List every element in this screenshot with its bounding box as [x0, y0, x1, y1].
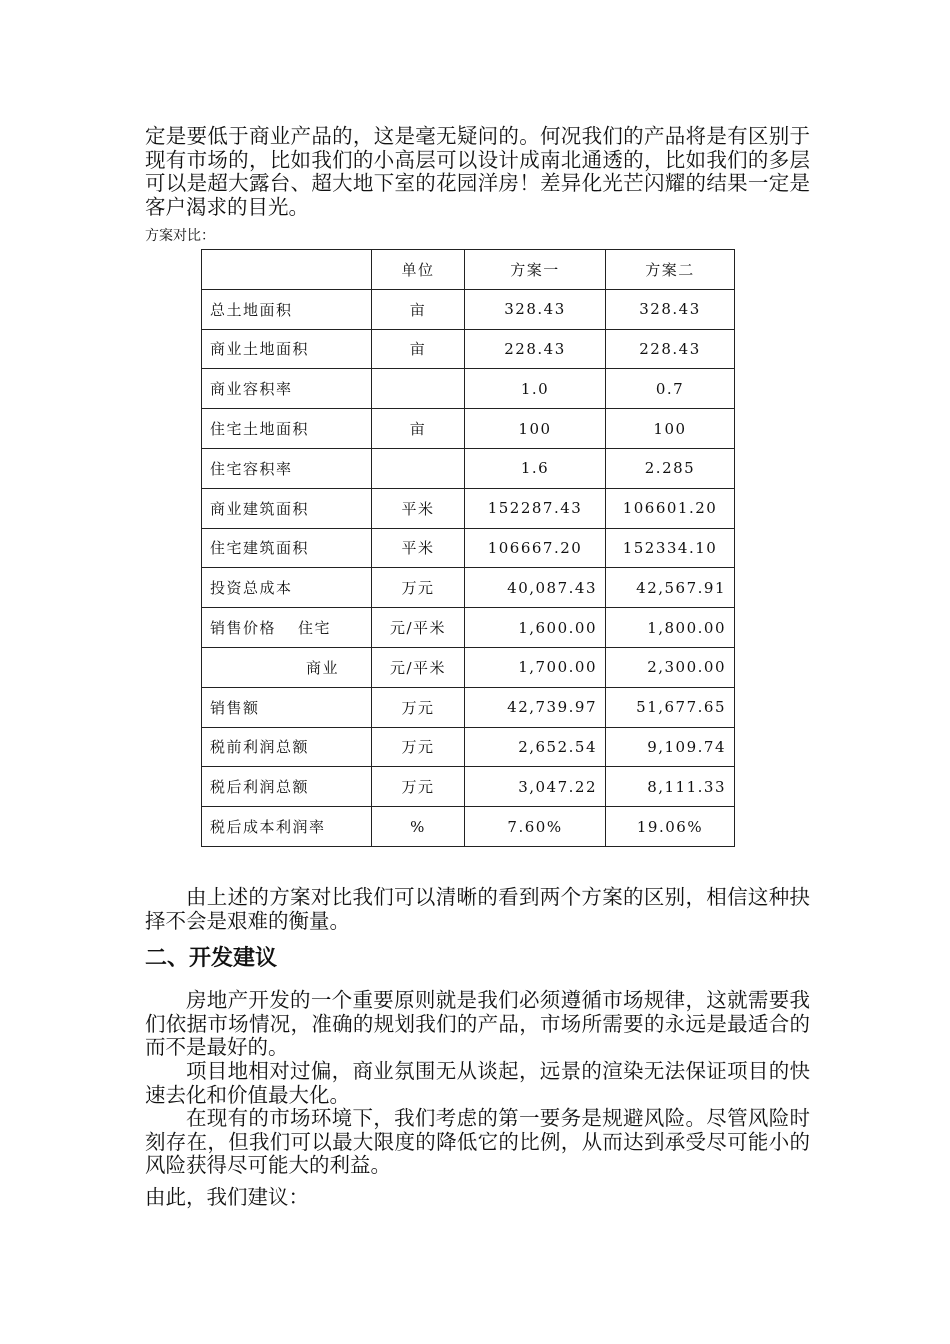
table-row — [202, 329, 735, 369]
table-row — [202, 687, 735, 727]
row-item: 税前利润总额 — [202, 727, 372, 767]
row-plan1: 7.60% — [465, 807, 606, 847]
row-plan2: 1,800.00 — [606, 608, 735, 648]
row-item: 商业容积率 — [202, 369, 372, 409]
row-unit: 万元 — [372, 568, 465, 608]
table-header-cell: 单位 — [372, 250, 465, 290]
table-row — [202, 488, 735, 528]
row-item: 住宅建筑面积 — [202, 528, 372, 568]
row-unit — [372, 448, 465, 488]
row-item-with-sub — [202, 647, 372, 687]
row-plan1: 3,047.22 — [465, 767, 606, 807]
row-item-with-sub — [202, 608, 372, 648]
row-unit: 万元 — [372, 767, 465, 807]
row-plan1: 42,739.97 — [465, 687, 606, 727]
row-item: 住宅容积率 — [202, 448, 372, 488]
row-plan2: 228.43 — [606, 329, 735, 369]
section-paragraph: 在现有的市场环境下，我们考虑的第一要务是规避风险。尽管风险时刻存在，但我们可以最大限度的降低它的比例，从而达到承受尽可能小的风险获得尽可能大的利益。 — [145, 1106, 810, 1177]
row-unit: 元/平米 — [372, 608, 465, 648]
row-plan2: 100 — [606, 409, 735, 449]
row-plan2: 8,111.33 — [606, 767, 735, 807]
row-item: 税后成本利润率 — [202, 807, 372, 847]
section-paragraph: 项目地相对过偏，商业氛围无从谈起，远景的渲染无法保证项目的快速去化和价值最大化。 — [145, 1059, 810, 1107]
table-row — [202, 409, 735, 449]
row-item: 住宅土地面积 — [202, 409, 372, 449]
row-plan2: 9,109.74 — [606, 727, 735, 767]
row-plan1: 100 — [465, 409, 606, 449]
row-item: 商业土地面积 — [202, 329, 372, 369]
table-row — [202, 608, 735, 648]
row-item: 商业建筑面积 — [202, 488, 372, 528]
row-item: 销售额 — [202, 687, 372, 727]
row-plan1: 1.6 — [465, 448, 606, 488]
row-plan1: 328.43 — [465, 289, 606, 329]
section-heading: 二、开发建议 — [145, 946, 278, 971]
row-plan1: 1.0 — [465, 369, 606, 409]
row-plan2: 328.43 — [606, 289, 735, 329]
row-unit: 万元 — [372, 687, 465, 727]
row-unit: 平米 — [372, 488, 465, 528]
table-row — [202, 448, 735, 488]
row-plan2: 19.06% — [606, 807, 735, 847]
row-unit — [372, 369, 465, 409]
row-item: 投资总成本 — [202, 568, 372, 608]
intro-paragraph: 定是要低于商业产品的，这是毫无疑问的。何况我们的产品将是有区别于现有市场的，比如我们的小高层可以设计成南北通透的，比如我们的多层可以是超大露台、超大地下室的花园洋房！差异化光芒闪耀的结果一定是客户渴求的目光。 — [145, 124, 810, 219]
table-row — [202, 807, 735, 847]
row-plan2: 152334.10 — [606, 528, 735, 568]
row-unit: 平米 — [372, 528, 465, 568]
row-unit: 亩 — [372, 289, 465, 329]
table-row — [202, 727, 735, 767]
closing-line: 由此，我们建议： — [145, 1185, 309, 1209]
row-plan1: 1,700.00 — [465, 647, 606, 687]
table-caption: 方案对比： — [145, 228, 215, 244]
row-plan2: 106601.20 — [606, 488, 735, 528]
table-row — [202, 289, 735, 329]
table-header-cell: 方案一 — [465, 250, 606, 290]
row-plan2: 2,300.00 — [606, 647, 735, 687]
row-item: 总土地面积 — [202, 289, 372, 329]
row-item: 税后利润总额 — [202, 767, 372, 807]
row-plan2: 2.285 — [606, 448, 735, 488]
comparison-table — [201, 249, 735, 847]
summary-paragraph: 由上述的方案对比我们可以清晰的看到两个方案的区别，相信这种抉择不会是艰难的衡量。 — [145, 885, 810, 933]
row-plan1: 228.43 — [465, 329, 606, 369]
table-header-cell — [202, 250, 372, 290]
table-row — [202, 528, 735, 568]
row-subitem: 商业 — [306, 658, 340, 677]
row-plan2: 0.7 — [606, 369, 735, 409]
row-subitem: 住宅 — [298, 619, 332, 638]
row-unit: 亩 — [372, 409, 465, 449]
row-plan1: 1,600.00 — [465, 608, 606, 648]
row-unit: % — [372, 807, 465, 847]
table-row — [202, 767, 735, 807]
row-unit: 万元 — [372, 727, 465, 767]
row-plan1: 152287.43 — [465, 488, 606, 528]
row-plan2: 51,677.65 — [606, 687, 735, 727]
row-plan1: 106667.20 — [465, 528, 606, 568]
row-unit: 亩 — [372, 329, 465, 369]
table-row — [202, 369, 735, 409]
table-header-cell: 方案二 — [606, 250, 735, 290]
row-unit: 元/平米 — [372, 647, 465, 687]
row-plan2: 42,567.91 — [606, 568, 735, 608]
row-plan1: 40,087.43 — [465, 568, 606, 608]
section-paragraph: 房地产开发的一个重要原则就是我们必须遵循市场规律，这就需要我们依据市场情况，准确的规划我们的产品，市场所需要的永远是最适合的而不是最好的。 — [145, 988, 810, 1059]
row-item: 销售价格 — [210, 619, 277, 638]
row-plan1: 2,652.54 — [465, 727, 606, 767]
table-row — [202, 647, 735, 687]
table-row — [202, 568, 735, 608]
table-header-row — [202, 250, 735, 290]
